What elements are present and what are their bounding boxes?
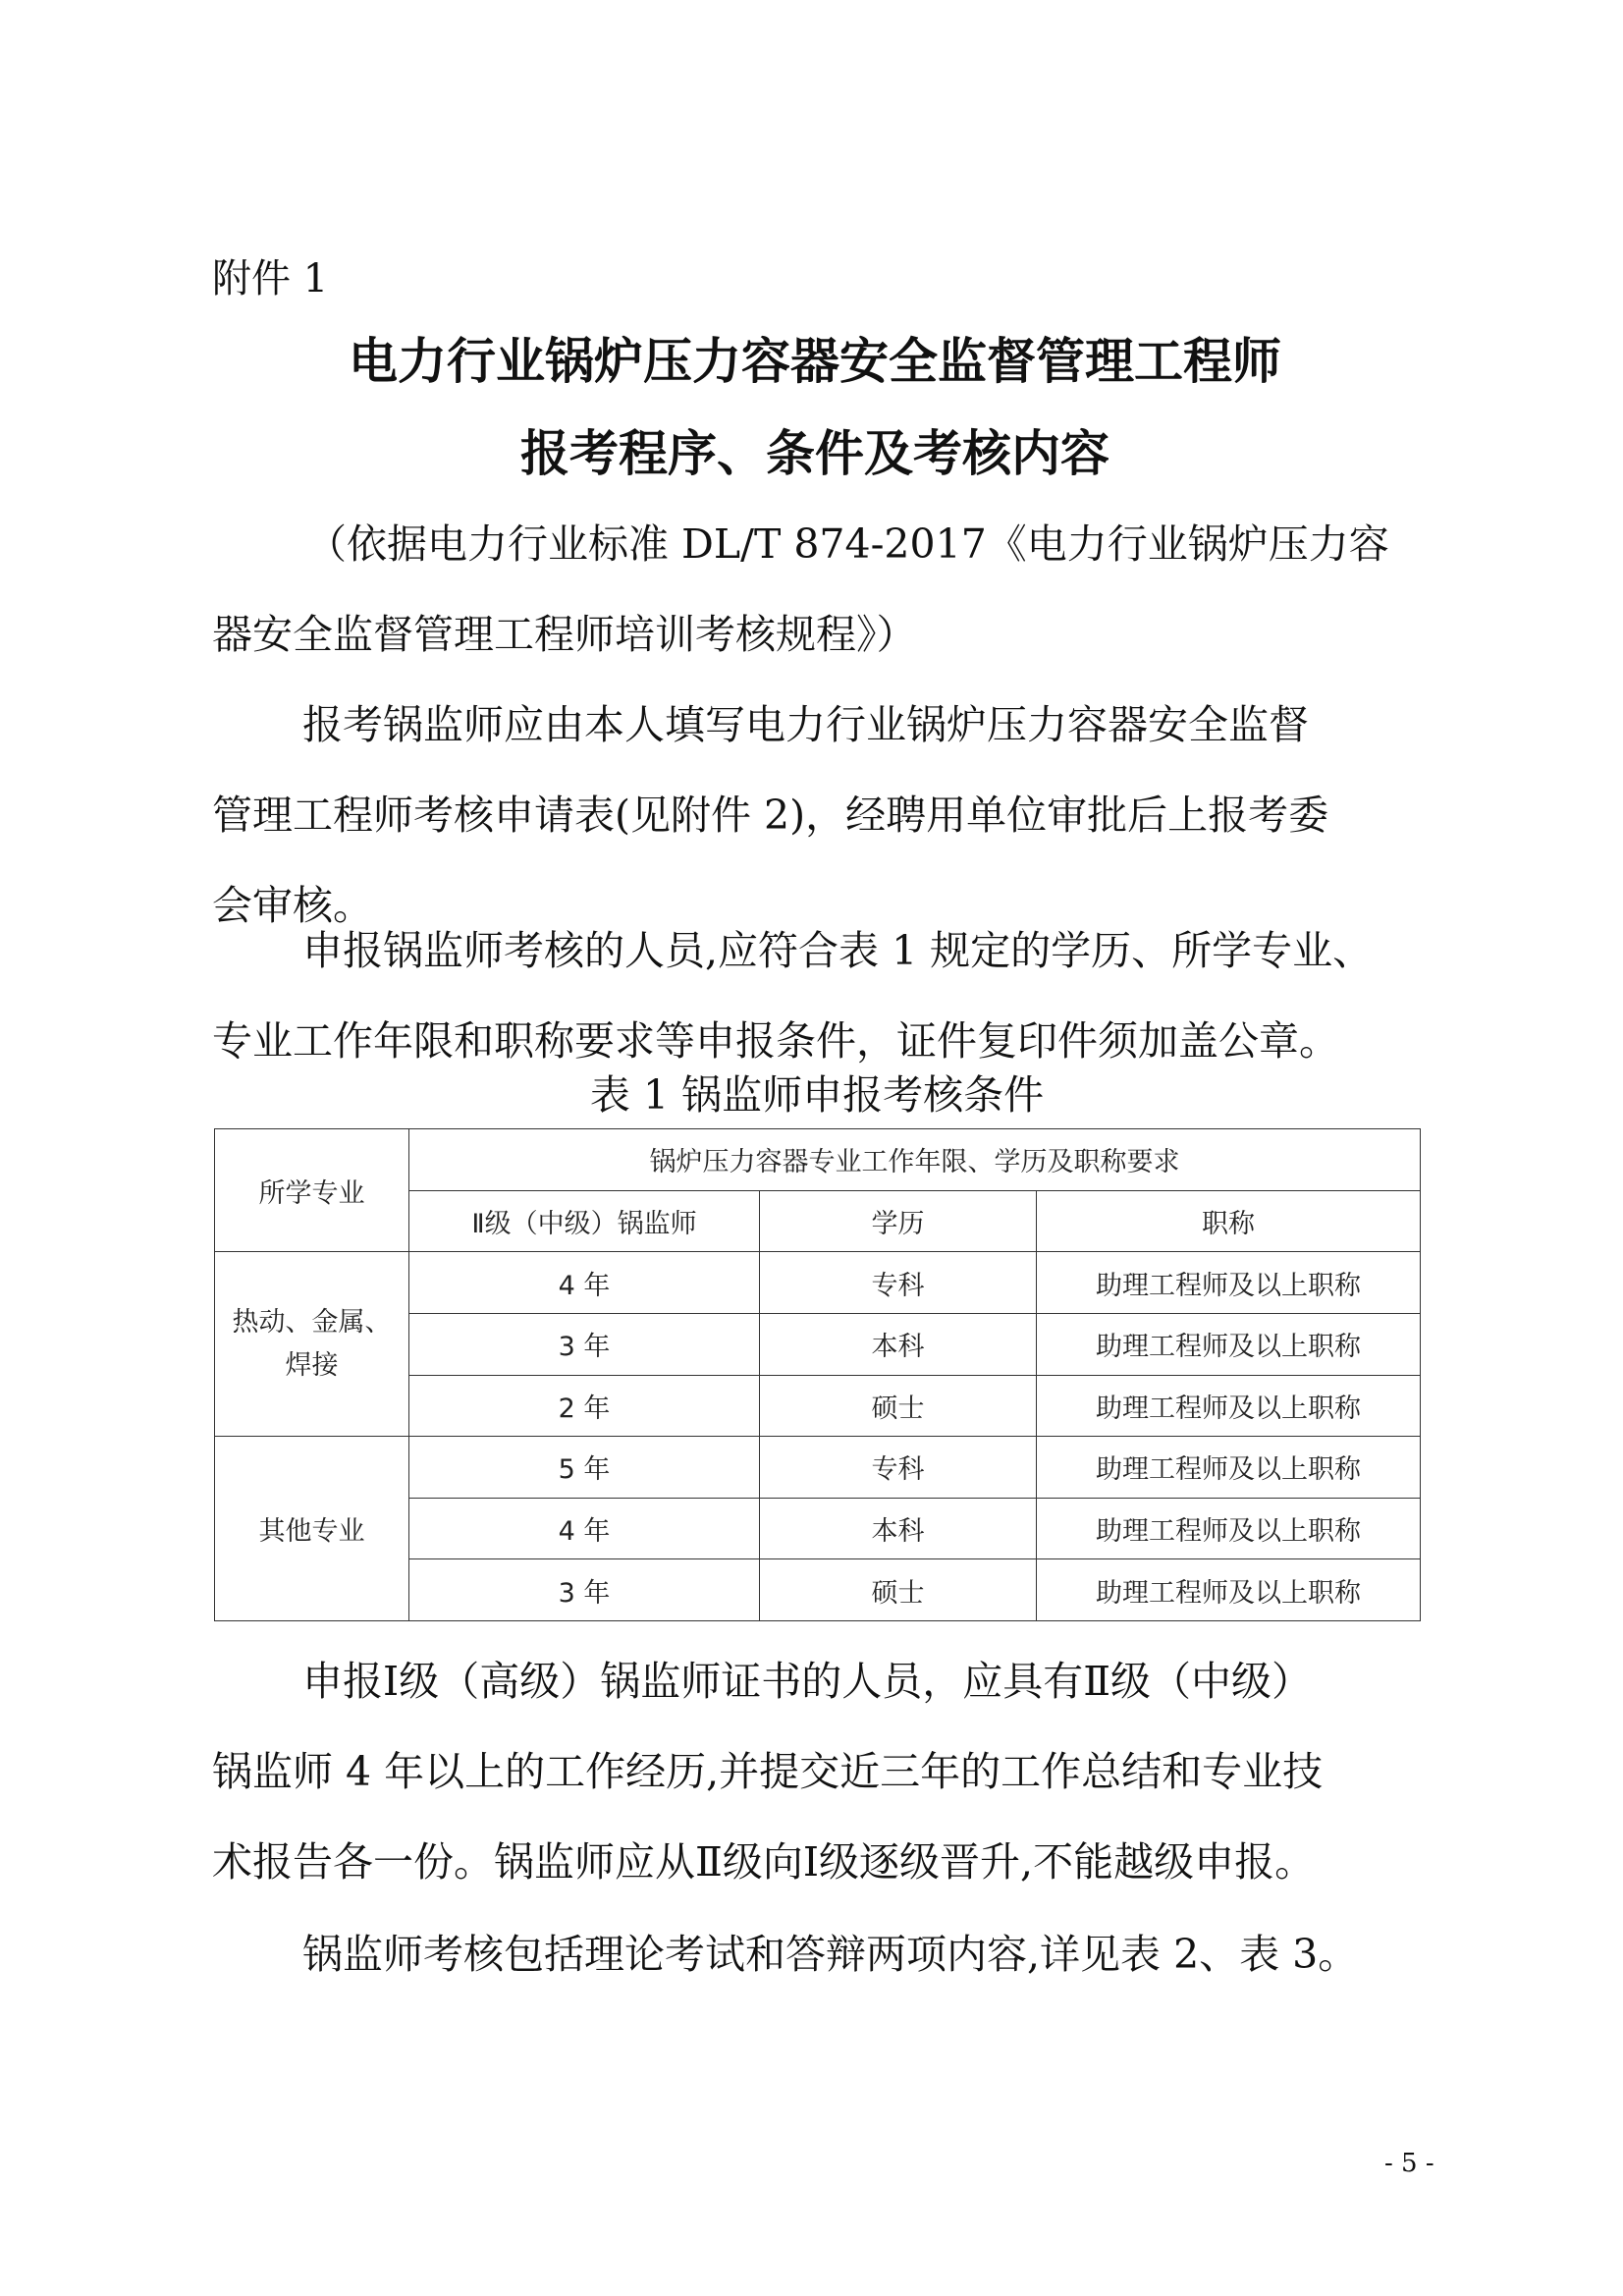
cell-education: 本科 [760, 1313, 1037, 1375]
cell-years: 4 年 [409, 1252, 760, 1314]
cell-years: 4 年 [409, 1498, 760, 1559]
cell-years: 3 年 [409, 1313, 760, 1375]
major-group-1 [215, 1252, 409, 1437]
table-row [215, 1252, 1421, 1314]
para4-line-1: 锅监师考核包括理论考试和答辩两项内容,详见表 2、表 3。 [302, 1931, 1359, 1978]
cell-education: 硕士 [760, 1559, 1037, 1621]
cell-education: 硕士 [760, 1375, 1037, 1437]
cell-title: 助理工程师及以上职称 [1037, 1252, 1421, 1314]
table-row [215, 1437, 1421, 1499]
cell-education: 专科 [760, 1437, 1037, 1499]
assessment-paragraph [212, 1909, 1422, 1999]
cell-title: 助理工程师及以上职称 [1037, 1498, 1421, 1559]
basis-paragraph [212, 499, 1422, 680]
para1-line-3: 会审核。 [212, 882, 373, 929]
header-title: 职称 [1037, 1190, 1421, 1252]
conditions-table [214, 1128, 1421, 1621]
table-caption: 表 1 锅监师申报考核条件 [589, 1071, 1045, 1119]
para2-line-2: 专业工作年限和职称要求等申报条件，证件复印件须加盖公章。 [212, 1017, 1339, 1065]
cell-years: 5 年 [409, 1437, 760, 1499]
title-line-1: 电力行业锅炉压力容器安全监督管理工程师 [349, 333, 1281, 390]
cell-title: 助理工程师及以上职称 [1037, 1437, 1421, 1499]
senior-paragraph [212, 1636, 1422, 1907]
cell-education: 专科 [760, 1252, 1037, 1314]
basis-line-2: 器安全监督管理工程师培训考核规程》） [212, 611, 917, 658]
para1-line-2: 管理工程师考核申请表(见附件 2)，经聘用单位审批后上报考委 [212, 792, 1329, 839]
table-header-row [215, 1129, 1421, 1191]
cell-years: 2 年 [409, 1375, 760, 1437]
header-major: 所学专业 [215, 1129, 409, 1252]
cell-title: 助理工程师及以上职称 [1037, 1375, 1421, 1437]
para2-line-1: 申报锅监师考核的人员,应符合表 1 规定的学历、所学专业、 [302, 927, 1374, 974]
requirements-paragraph [212, 905, 1422, 1086]
basis-line-1: （依据电力行业标准 DL/T 874-2017《电力行业锅炉压力容 [306, 520, 1389, 568]
para3-line-1: 申报Ⅰ级（高级）锅监师证书的人员，应具有Ⅱ级（中级） [302, 1658, 1313, 1705]
para3-line-3: 术报告各一份。锅监师应从Ⅱ级向Ⅰ级逐级晋升,不能越级申报。 [212, 1838, 1316, 1886]
attachment-label: 附件 1 [212, 256, 329, 301]
para1-line-1: 报考锅监师应由本人填写电力行业锅炉压力容器安全监督 [302, 701, 1309, 748]
major-group-1-line-1: 热动、金属、 [232, 1306, 392, 1338]
title-line-2: 报考程序、条件及考核内容 [520, 425, 1109, 482]
para3-line-2: 锅监师 4 年以上的工作经历,并提交近三年的工作总结和专业技 [212, 1748, 1324, 1795]
header-group: 锅炉压力容器专业工作年限、学历及职称要求 [409, 1129, 1421, 1191]
page-number: - 5 - [1384, 2149, 1434, 2178]
cell-education: 本科 [760, 1498, 1037, 1559]
cell-title: 助理工程师及以上职称 [1037, 1313, 1421, 1375]
cell-title: 助理工程师及以上职称 [1037, 1559, 1421, 1621]
header-education: 学历 [760, 1190, 1037, 1252]
major-group-1-line-2: 焊接 [285, 1349, 339, 1381]
cell-years: 3 年 [409, 1559, 760, 1621]
header-level: Ⅱ级（中级）锅监师 [409, 1190, 760, 1252]
major-group-2: 其他专业 [215, 1437, 409, 1621]
